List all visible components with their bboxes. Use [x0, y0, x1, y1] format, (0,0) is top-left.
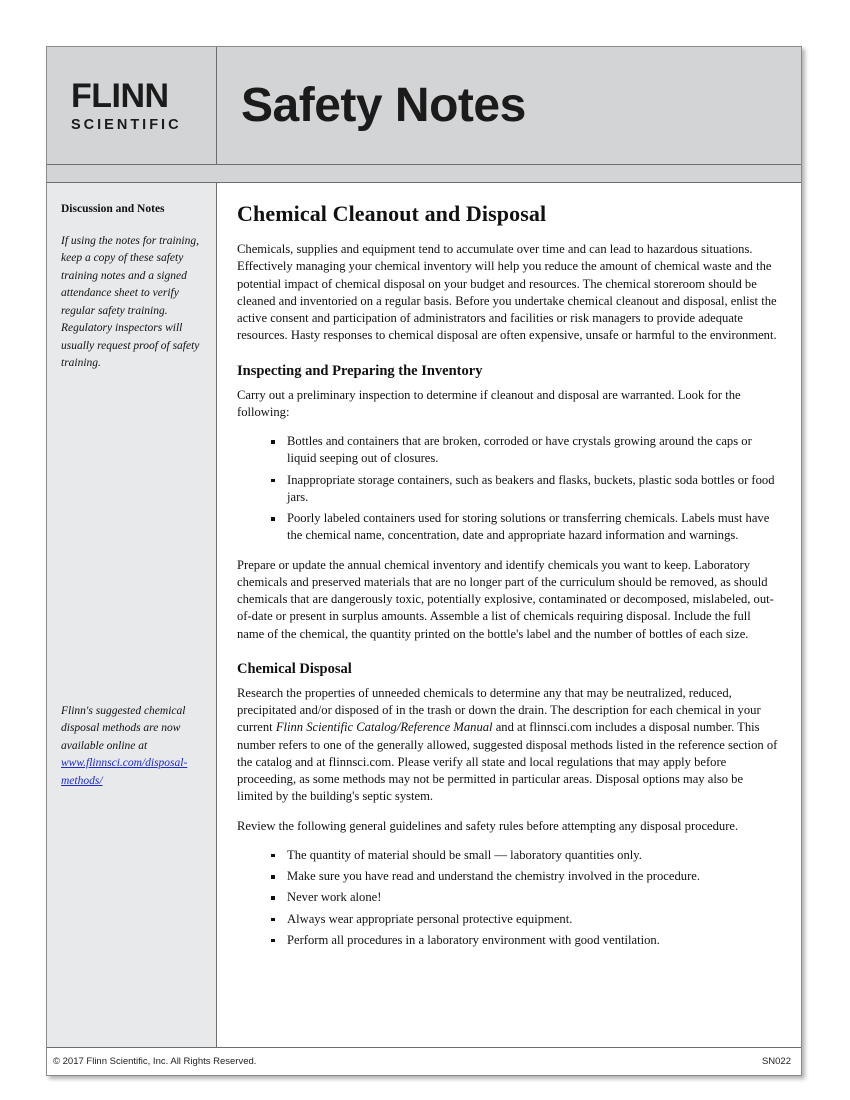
disposal-paragraph-part1: Research the properties of unneeded chemicals to determine any that may be neutralized, reduced, precipitated and/or disposed of in the trash or down the drain. The description for each chemical in your current — [237, 685, 761, 735]
main-content — [217, 183, 801, 1048]
logo-scientific-text: SCIENTIFIC — [71, 116, 182, 133]
list-item: Perform all procedures in a laboratory environment with good ventilation. — [269, 932, 779, 949]
list-item: Bottles and containers that are broken, corroded or have crystals growing around the caps or liquid seeping out of closures. — [269, 433, 779, 468]
intro-paragraph: Chemicals, supplies and equipment tend to accumulate over time and can lead to hazardous situations. Effectively managing your chemical inventory will help you reduce the amount of chemical waste and the potential impact of chemical disposal on your budget and resources. The chemical storeroom should be cleaned and inventoried on a regular basis. Before you undertake chemical cleanout and disposal, enlist the active consent and participation of administrators and facilities or risk managers to provide adequate resources. Hasty responses to chemical disposal are often expensive, unsafe or harmful to the environment. — [237, 242, 777, 343]
header-title-container — [217, 47, 801, 164]
brand-logo — [47, 47, 217, 164]
catalog-reference-title: Flinn Scientific Catalog/Reference Manual — [275, 720, 493, 735]
document-footer — [47, 1047, 801, 1075]
inventory-closing-paragraph: Prepare or update the annual chemical inventory and identify chemicals you want to keep. Laboratory chemicals and preserved materials that are no longer part of the curriculum should be removed, as should chemicals that are dangerously toxic, potentially explosive, contaminated or decomposed, mislabeled, out-of-date or present in surplus amounts. Assemble a list of chemicals requiring disposal. Include the full name of the chemical, the quantity printed on the bottle's label and the number of bottles of each size. — [237, 557, 774, 641]
list-item: Inappropriate storage containers, such as beakers and flasks, buckets, plastic soda bottles or food jars. — [269, 472, 779, 507]
document-page — [46, 46, 802, 1076]
article-title: Chemical Cleanout and Disposal — [237, 201, 547, 226]
inventory-intro-paragraph: Carry out a preliminary inspection to determine if cleanout and disposal are warranted. Look for the following: — [237, 387, 741, 419]
sidebar — [47, 183, 217, 1048]
inventory-bullet-list — [237, 433, 779, 545]
list-item: Never work alone! — [269, 889, 779, 906]
list-item: The quantity of material should be small — laboratory quantities only. — [269, 847, 779, 864]
sidebar-note-disposal — [61, 703, 202, 790]
guidelines-bullet-list — [237, 847, 779, 949]
section-heading-disposal: Chemical Disposal — [237, 660, 352, 677]
logo-flinn-text: FLINN — [71, 76, 169, 115]
disposal-methods-link[interactable]: www.flinnsci.com/disposal-methods/ — [61, 757, 188, 787]
header-accent-strip — [47, 165, 801, 183]
sidebar-note-training: If using the notes for training, keep a copy of these safety training notes and a signed attendance sheet to verify regular safety training. Regulatory inspectors will usually request proof of safety training. — [61, 235, 200, 370]
sidebar-note-disposal-text: Flinn's suggested chemical disposal methods are now available online at — [61, 705, 186, 752]
page-title: Safety Notes — [241, 79, 526, 132]
sidebar-heading: Discussion and Notes — [61, 203, 165, 215]
footer-document-number: SN022 — [761, 1056, 791, 1067]
disposal-paragraph-part2: and at flinnsci.com includes a disposal number. This number refers to one of the generally allowed, suggested disposal methods listed in the reference section of the catalog and at flinnsci.com. Please verify all state and local regulations that may apply before proceeding, as some methods may not be permitted in particular areas. Disposal options may also be limited by the building's septic system. — [237, 720, 778, 804]
section-heading-inventory: Inspecting and Preparing the Inventory — [237, 362, 483, 379]
list-item: Poorly labeled containers used for storing solutions or transferring chemicals. Labels must have the chemical name, concentration, date and appropriate hazard information and warnings. — [269, 510, 779, 545]
list-item: Make sure you have read and understand the chemistry involved in the procedure. — [269, 868, 779, 885]
list-item: Always wear appropriate personal protective equipment. — [269, 911, 779, 928]
guidelines-intro-paragraph: Review the following general guidelines and safety rules before attempting any disposal procedure. — [237, 818, 739, 833]
footer-copyright: © 2017 Flinn Scientific, Inc. All Rights Reserved. — [53, 1056, 257, 1067]
document-header — [47, 47, 801, 165]
document-body — [47, 183, 801, 1048]
disposal-paragraph — [237, 685, 779, 806]
